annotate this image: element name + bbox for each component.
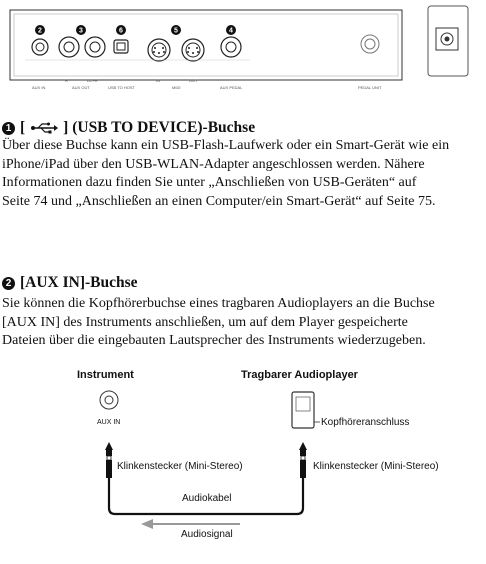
label-aux-in: AUX IN	[32, 85, 46, 90]
diagram-plug-right-label: Klinkenstecker (Mini-Stereo)	[313, 461, 439, 472]
right-mini-stereo-plug	[299, 442, 307, 478]
portable-player-icon	[292, 392, 314, 428]
diagram-signal-label: Audiosignal	[181, 529, 233, 540]
callout-3-label: 3	[79, 27, 83, 35]
diagram-headphone-jack-label: Kopfhöreranschluss	[321, 417, 410, 428]
section-1-line: iPhone/iPad über den USB-WLAN-Adapter angeschlossen werden. Nähere	[2, 156, 425, 172]
section-2-line: Sie können die Kopfhörerbuchse eines tragbaren Audioplayers an die Buchse	[2, 296, 435, 311]
section-1-title: ] (USB TO DEVICE)-Buchse	[63, 119, 256, 136]
section-1-heading	[2, 119, 255, 137]
diagram-cable-label: Audiokabel	[182, 493, 232, 504]
section-2-title: [AUX IN]-Buchse	[20, 274, 138, 291]
pedal-unit-connector	[361, 35, 379, 53]
midi-out-port	[182, 39, 204, 61]
section-2-number: 2	[2, 277, 15, 290]
section-2-heading	[2, 274, 138, 292]
aux-pedal-jack	[221, 37, 241, 57]
left-mini-stereo-plug	[105, 442, 113, 478]
callout-5-label: 5	[174, 27, 178, 35]
section-2-body	[2, 295, 482, 351]
label-midi: MIDI	[172, 85, 181, 90]
label-aux-out-r: R	[65, 78, 68, 83]
section-2-line: Dateien über die eingebauten Lautsprecher des Instruments wiederzugeben.	[2, 333, 426, 348]
diagram-plug-left-label: Klinkenstecker (Mini-Stereo)	[117, 461, 243, 472]
section-1-line: Über diese Buchse kann ein USB-Flash-Laufwerk oder ein Smart-Gerät wie ein	[2, 138, 450, 153]
label-pedal-unit: PEDAL UNIT	[358, 85, 382, 90]
diagram-player-title: Tragbarer Audioplayer	[241, 369, 358, 381]
label-midi-out: OUT	[189, 78, 198, 83]
label-midi-in: IN	[156, 78, 160, 83]
diagram-instrument-title: Instrument	[77, 369, 134, 381]
label-usb-to-host: USB TO HOST	[108, 85, 135, 90]
section-1-body	[2, 137, 482, 211]
section-2-line: [AUX IN] des Instruments anschließen, um auf dem Player gespeicherte	[2, 314, 408, 330]
label-aux-out-l: L/L+R	[87, 78, 98, 83]
callout-2-label: 2	[38, 27, 42, 35]
diagram-aux-in-jack	[100, 391, 118, 409]
diagram-aux-in-label: AUX IN	[97, 419, 121, 426]
label-aux-pedal: AUX PEDAL	[220, 85, 243, 90]
section-1-bracket-open: [	[20, 119, 26, 136]
midi-in-port	[148, 39, 170, 61]
usb-icon	[30, 122, 58, 134]
callout-6-label: 6	[119, 27, 123, 35]
label-aux-out: AUX OUT	[72, 85, 90, 90]
audio-signal-arrow	[141, 519, 240, 529]
section-1-line: Seite 74 und „Anschließen an einen Computer/ein Smart-Gerät“ auf Seite 75.	[2, 193, 436, 209]
aux-in-jack	[32, 39, 48, 55]
section-1-number: 1	[2, 122, 15, 135]
section-1-line: Informationen dazu finden Sie unter „Anschließen von USB-Geräten“ auf	[2, 175, 417, 190]
callout-4-label: 4	[229, 27, 233, 35]
usb-to-host-port	[114, 40, 128, 53]
connection-diagram	[0, 380, 486, 564]
